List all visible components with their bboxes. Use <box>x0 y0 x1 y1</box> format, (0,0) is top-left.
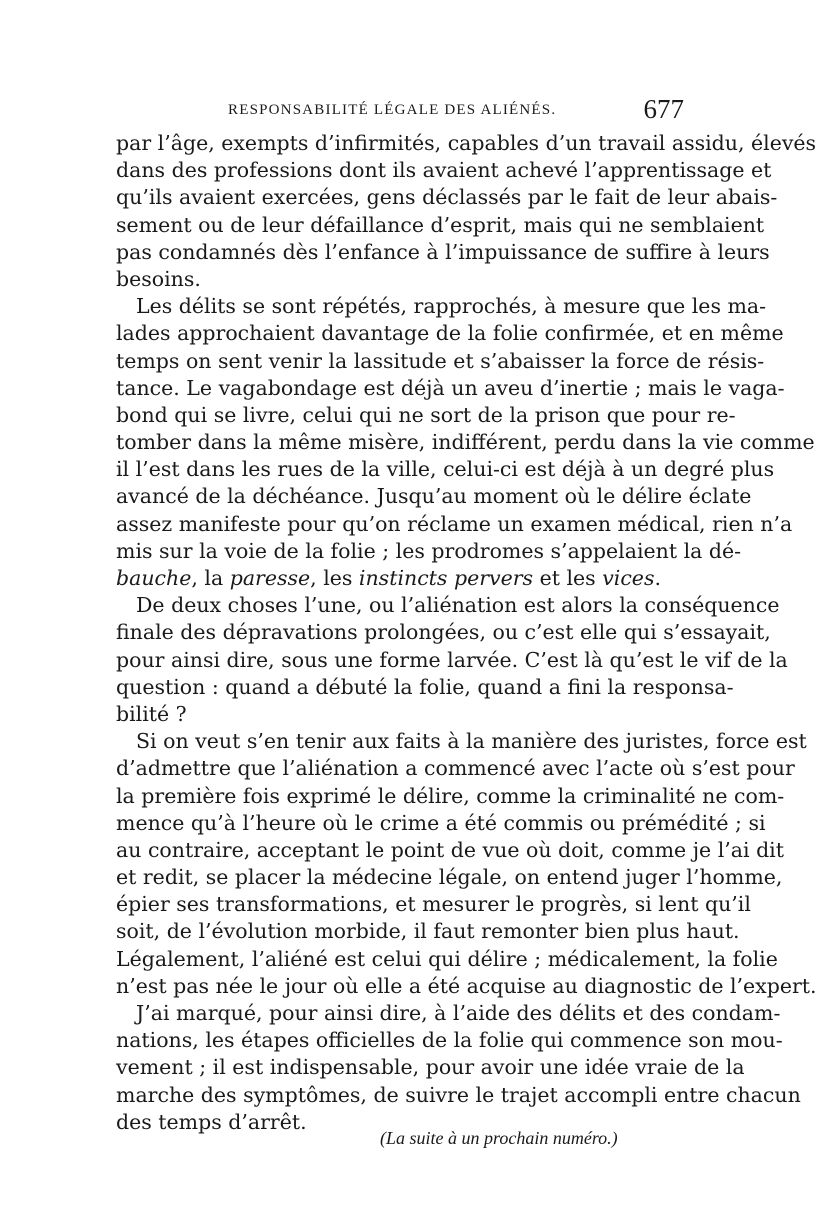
text-line: Si on veut s’en tenir aux faits à la manière des juristes, force est <box>136 729 807 754</box>
text-line: sement ou de leur défaillance d’esprit, mais qui ne semblaient <box>116 212 765 237</box>
text-line: tomber dans la même misère, indifférent, perdu dans la vie comme <box>116 430 815 455</box>
italic-term: instincts pervers <box>358 566 534 590</box>
text-line: bond qui se livre, celui qui ne sort de la prison que pour re- <box>116 402 736 427</box>
text-line: bilité ? <box>116 701 187 726</box>
text-line: d’admettre que l’aliénation a commencé avec l’acte où s’est pour <box>116 756 795 781</box>
text-line <box>116 565 686 592</box>
text-line: lades approchaient davantage de la folie confirmée, et en même <box>116 321 784 346</box>
text-line: par l’âge, exempts d’infirmités, capables d’un travail assidu, élevés <box>116 131 817 155</box>
text-line: tance. Le vagabondage est déjà un aveu d’inertie ; mais le vaga- <box>116 375 785 400</box>
paragraph <box>116 592 788 728</box>
text-fragment: , les <box>310 566 359 590</box>
text-line: mence qu’à l’heure où le crime a été commis ou prémédité ; si <box>116 810 766 835</box>
text-line: nations, les étapes officielles de la folie qui commence son mou- <box>116 1028 783 1053</box>
text-line: Les délits se sont répétés, rapprochés, à mesure que les ma- <box>136 294 767 319</box>
italic-term: paresse <box>229 566 311 590</box>
text-line: Légalement, l’aliéné est celui qui délire ; médicalement, la folie <box>116 946 778 971</box>
paragraph <box>116 1000 801 1136</box>
text-line: n’est pas née le jour où elle a été acquise au diagnostic de l’expert. <box>116 973 817 998</box>
italic-term: bauche <box>116 566 192 590</box>
italic-term: vices <box>602 566 655 590</box>
text-line: au contraire, acceptant le point de vue où doit, comme je l’ai dit <box>116 837 784 862</box>
text-fragment: et les <box>533 566 603 590</box>
text-line: assez manifeste pour qu’on réclame un examen médical, rien n’a <box>116 511 793 536</box>
text-fragment: . <box>654 566 661 590</box>
text-line: question : quand a débuté la folie, quand a fini la responsa- <box>116 674 734 699</box>
text-line: qu’ils avaient exercées, gens déclassés par le fait de leur abais- <box>116 185 778 210</box>
text-line: et redit, se placer la médecine légale, on entend juger l’homme, <box>116 865 783 890</box>
text-line: des temps d’arrêt. <box>116 1109 307 1134</box>
continuation-note: (La suite à un prochain numéro.) <box>380 1128 618 1148</box>
running-head <box>116 94 686 128</box>
paragraph <box>116 293 815 592</box>
text-line: pour ainsi dire, sous une forme larvée. C’est là qu’est le vif de la <box>116 647 788 672</box>
text-line: soit, de l’évolution morbide, il faut remonter bien plus haut. <box>116 919 740 944</box>
text-line: finale des dépravations prolongées, ou c’est elle qui s’essayait, <box>116 620 771 645</box>
text-line: mis sur la voie de la folie ; les prodromes s’appelaient la dé- <box>116 538 742 563</box>
text-line: épier ses transformations, et mesurer le progrès, si lent qu’il <box>116 892 751 917</box>
text-line: avancé de la déchéance. Jusqu’au moment où le délire éclate <box>116 484 752 509</box>
text-line: besoins. <box>116 266 201 291</box>
text-line: J’ai marqué, pour ainsi dire, à l’aide des délits et des condam- <box>136 1001 781 1025</box>
page-number: 677 <box>643 94 684 124</box>
text-line: dans des professions dont ils avaient achevé l’apprentissage et <box>116 158 772 183</box>
text-fragment: , la <box>191 566 230 590</box>
text-line: De deux choses l’une, ou l’aliénation est alors la conséquence <box>136 593 780 618</box>
running-title: RESPONSABILITÉ LÉGALE DES ALIÉNÉS. <box>228 102 557 118</box>
body-text <box>116 130 817 1136</box>
text-line: pas condamnés dès l’enfance à l’impuissance de suffire à leurs <box>116 239 770 264</box>
text-line: marche des symptômes, de suivre le trajet accompli entre chacun <box>116 1082 801 1107</box>
text-line: temps on sent venir la lassitude et s’abaisser la force de résis- <box>116 348 765 373</box>
text-line: vement ; il est indispensable, pour avoir une idée vraie de la <box>116 1055 745 1080</box>
paragraph <box>116 130 817 293</box>
text-line: il l’est dans les rues de la ville, celui-ci est déjà à un degré plus <box>116 457 775 482</box>
text-line: la première fois exprimé le délire, comme la criminalité ne com- <box>116 783 785 808</box>
paragraph <box>116 728 817 1000</box>
